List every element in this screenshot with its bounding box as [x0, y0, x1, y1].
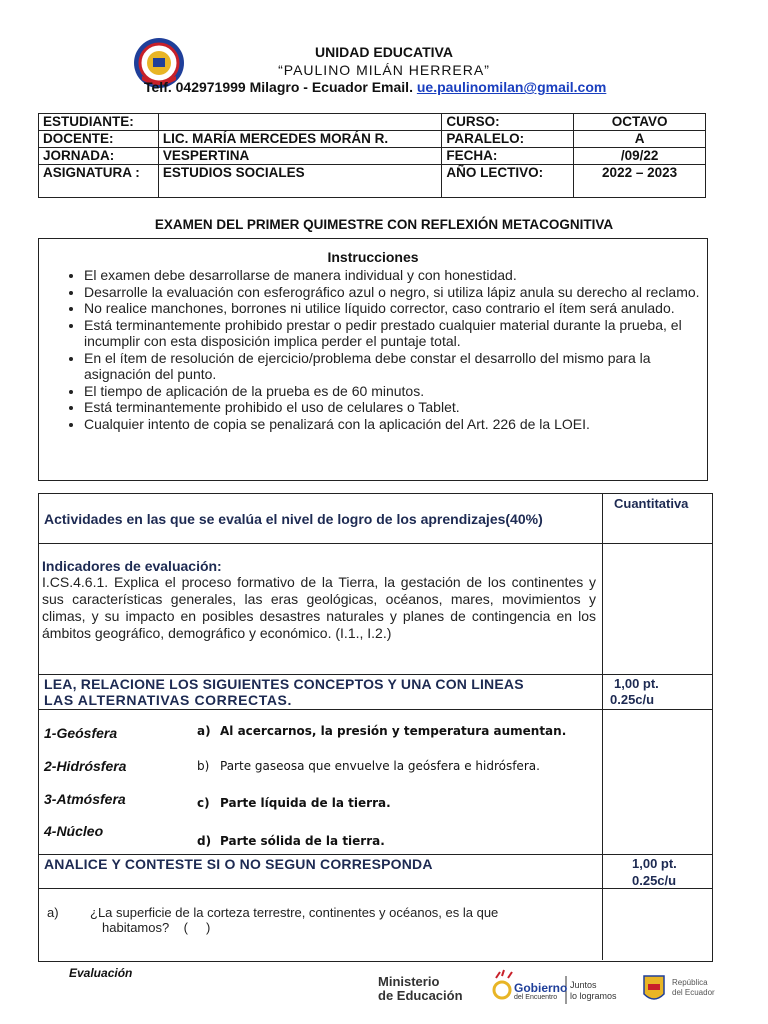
indicators-title: Indicadores de evaluación: [42, 558, 222, 574]
list-item: • No realice manchones, borrones ni utilice líquido corrector, caso contrario el ítem será anulado. [84, 300, 707, 317]
activities-label: Actividades en las que se evalúa el nivel de logro de los aprendizajes(40%) [44, 511, 543, 527]
list-item: • En el ítem de resolución de ejercicio/problema debe constar el desarrollo del mismo para la asignación del punto. [84, 350, 707, 383]
info-label: ESTUDIANTE: [39, 114, 159, 131]
question-letter: a) [47, 905, 59, 920]
contact-text: Telf. 042971999 Milagro - Ecuador Email. [144, 79, 417, 95]
info-label: JORNADA: [39, 148, 159, 165]
divider [712, 493, 713, 962]
option-text: Parte sólida de la tierra. [220, 834, 385, 848]
list-item: • Cualquier intento de copia se penalizará con la aplicación del Art. 226 de la LOEI. [84, 416, 707, 433]
instructions-title: Instrucciones [327, 249, 419, 265]
student-info-table [38, 113, 706, 198]
table-row [39, 131, 706, 148]
divider [602, 493, 603, 960]
quant-label: Cuantitativa [614, 496, 689, 511]
gov-slogan2: lo logramos [570, 991, 617, 1001]
list-item: • Desarrolle la evaluación con esferográfico azul o negro, si utiliza lápiz anula su derecho al reclamo. [84, 284, 707, 301]
divider [38, 493, 39, 962]
section1-instruction-line2: LAS ALTERNATIVAS CORRECTAS. [44, 692, 292, 708]
republic-line1: República [672, 978, 708, 987]
question-line1: ¿La superficie de la corteza terrestre, continentes y océanos, es la que [90, 905, 499, 920]
gov-slogan1: Juntos [570, 980, 597, 990]
info-value: /09/22 [574, 148, 706, 165]
info-value: VESPERTINA [158, 148, 441, 165]
info-value: OCTAVO [574, 114, 706, 131]
info-label: AÑO LECTIVO: [442, 165, 574, 198]
divider [38, 854, 713, 855]
email-link[interactable]: ue.paulinomilan@gmail.com [416, 79, 607, 95]
divider [38, 543, 713, 544]
section2-points: 1,00 pt. [632, 856, 677, 871]
concept-item: 3-Atmósfera [44, 791, 126, 807]
exam-title: EXAMEN DEL PRIMER QUIMESTRE CON REFLEXIÓN METACOGNITIVA [154, 217, 614, 232]
republic-logo [640, 970, 720, 1006]
indicators-text: I.CS.4.6.1. Explica el proceso formativo de la Tierra, la gestación de los continentes y sus características generales, las eras geológicas, océanos, mares, movimientos y climas, y su impacto en posibles desastres naturales y planes de contingencia en los ámbitos geográfico, demográfico y económico. (I.1., I.2.) [42, 574, 596, 641]
concept-item: 4-Núcleo [44, 823, 104, 839]
info-value [158, 114, 441, 131]
concept-item: 2-Hidrósfera [44, 758, 127, 774]
divider [38, 674, 713, 675]
option-letter: d) [197, 834, 212, 848]
info-label: CURSO: [442, 114, 574, 131]
divider [38, 493, 713, 494]
list-item: • El examen debe desarrollarse de manera individual y con honestidad. [84, 267, 707, 284]
section2-instruction: ANALICE Y CONTESTE SI O NO SEGUN CORRESPONDA [44, 856, 433, 872]
school-name: “PAULINO MILÁN HERRERA” [278, 62, 490, 78]
school-type: UNIDAD EDUCATIVA [315, 44, 453, 60]
section1-points: 1,00 pt. [614, 676, 659, 691]
ministry-line1: Ministerio [378, 974, 440, 989]
republic-line2: del Ecuador [672, 988, 715, 997]
contact-line [144, 79, 606, 95]
table-row [39, 148, 706, 165]
option-text: Parte líquida de la tierra. [220, 796, 391, 810]
table-row [39, 165, 706, 198]
ministry-logo [378, 975, 463, 1003]
government-logo [490, 968, 620, 1008]
info-value: A [574, 131, 706, 148]
divider [38, 961, 713, 962]
info-label: ASIGNATURA : [39, 165, 159, 198]
concept-item: 1-Geósfera [44, 725, 118, 741]
list-item: • Está terminantemente prohibido el uso de celulares o Tablet. [84, 399, 707, 416]
ministry-line2: de Educación [378, 988, 463, 1003]
info-value: LIC. MARÍA MERCEDES MORÁN R. [158, 131, 441, 148]
section1-instruction-line1: LEA, RELACIONE LOS SIGUIENTES CONCEPTOS Y UNA CON LINEAS [44, 676, 524, 692]
divider [38, 888, 713, 889]
info-label: PARALELO: [442, 131, 574, 148]
gov-sub: del Encuentro [514, 994, 558, 1001]
option-letter: c) [197, 796, 210, 810]
table-row [39, 114, 706, 131]
option-letter: b) [197, 759, 210, 773]
list-item: • Está terminantemente prohibido prestar o pedir prestado cualquier material durante la prueba, el incumplir con esta disposición implica perder el puntaje total. [84, 317, 707, 350]
info-label: FECHA: [442, 148, 574, 165]
divider [38, 709, 713, 710]
question-line2: habitamos? ( ) [102, 920, 211, 935]
option-text: Al acercarnos, la presión y temperatura aumentan. [220, 724, 567, 738]
section1-points-each: 0.25c/u [610, 692, 655, 707]
option-letter: a) [197, 724, 211, 738]
instructions-box [38, 238, 708, 481]
footer-evaluation-label: Evaluación [69, 966, 133, 980]
gov-name: Gobierno [514, 981, 568, 995]
list-item: • El tiempo de aplicación de la prueba es de 60 minutos. [84, 383, 707, 400]
option-text: Parte gaseosa que envuelve la geósfera e hidrósfera. [220, 759, 540, 773]
section2-points-each: 0.25c/u [632, 873, 677, 888]
info-value: 2022 – 2023 [574, 165, 706, 198]
evaluation-table [38, 493, 713, 962]
info-value: ESTUDIOS SOCIALES [158, 165, 441, 198]
info-label: DOCENTE: [39, 131, 159, 148]
instructions-list [39, 267, 707, 432]
